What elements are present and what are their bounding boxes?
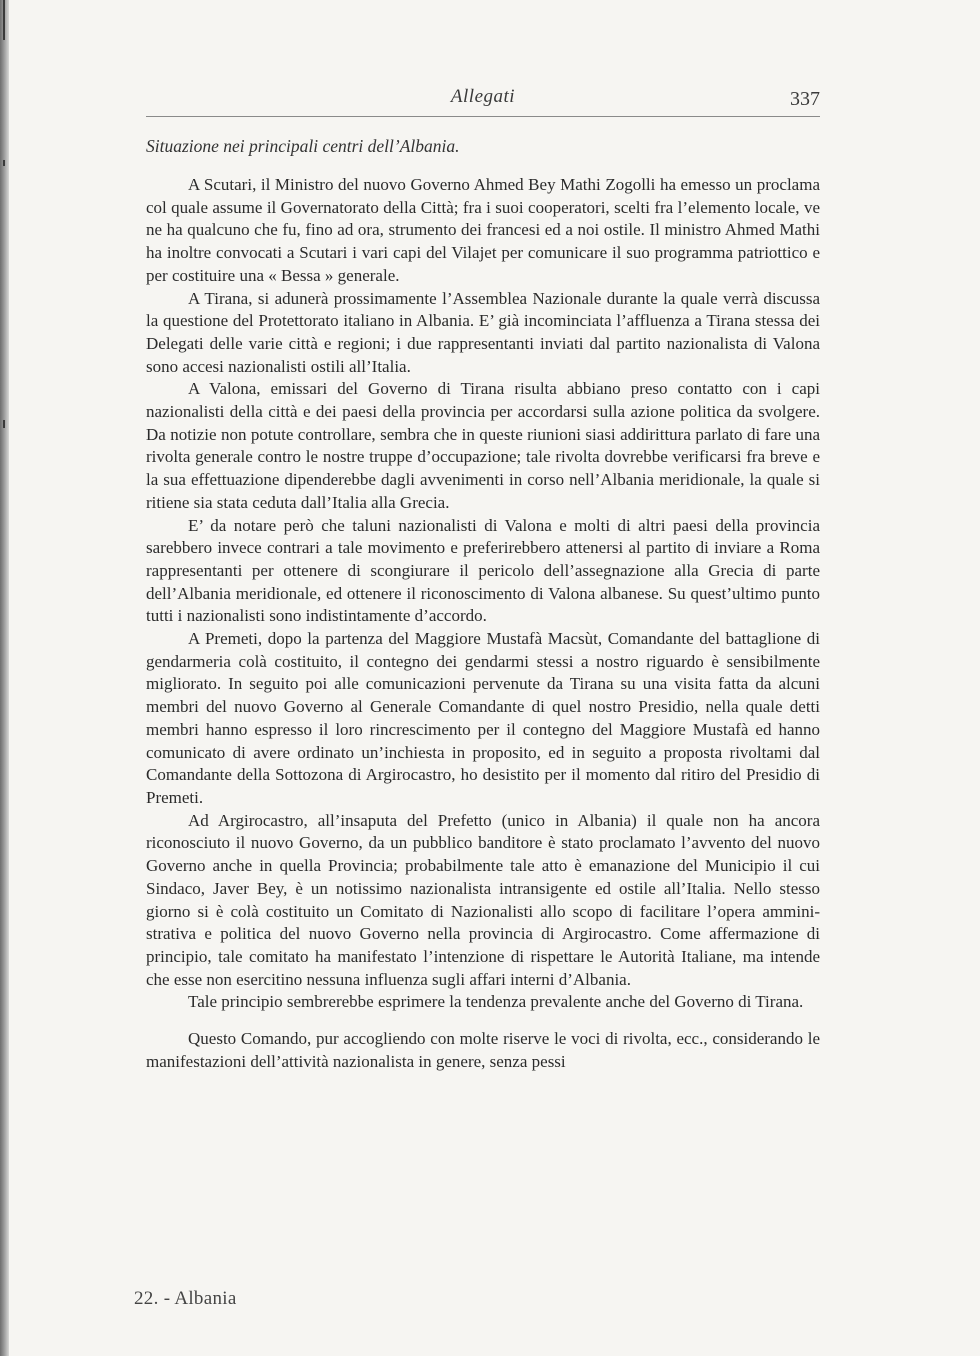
footer-signature: 22. - Albania xyxy=(134,1288,237,1309)
paragraph-valona-notes: E’ da notare però che taluni nazionalisti di Valona e molti di altri paesi della provincia sarebbero invece contrari a tale movimento e preferirebbero attenersi al partito di inviare a Roma rappresentanti per ottenere di scongiurare il pericolo dell’assegnazione alla Grecia di parte dell’Albania meridionale, ed ottenere il riconoscimento di Valona albanese. Su quest’ultimo punto tutti i nazionalisti sono indistintamente d’accordo. xyxy=(146,515,820,626)
paragraph-argirocastro: Ad Argirocastro, all’insaputa del Prefetto (unico in Albania) il quale non ha ancora riconosciuto il nuovo Governo, da un pubblico banditore è stato proclamato l’avvento del nuovo Governo anche in quella Provincia; probabilmente tale atto è emanazione del Municipio il cui Sindaco, Javer Bey, è un notissimo nazionalista intransigente ed ostile all’Italia. Nello stesso giorno si è colà costituito un Comitato di Nazionalisti allo scopo di facilitare l’opera amministrativa e politica del nuovo Governo nella provincia di Argirocastro. Come affermazione di principio, tale comitato ha manifestato l’intenzione di rispettare le Autorità Italiane, ma intende che esse non esercitino nessuna influenza sugli affari interni d’Albania. xyxy=(146,810,820,989)
paragraph-tirana: A Tirana, si adunerà prossimamente l’Assemblea Nazionale durante la quale verrà discussa la questione del Protettorato italiano in Albania. E’ già incominciata l’affluenza a Tirana stessa dei Delegati delle varie città e regioni; i due rappresentanti inviati dal partito nazionalista di Valona sono accesi nazionalisti ostili all’Italia. xyxy=(146,288,820,376)
section-heading: Situazione nei principali centri dell’Albania. xyxy=(146,136,460,156)
paragraph-principle: Tale principio sembrerebbe esprimere la tendenza prevalente anche del Governo di Tirana. xyxy=(188,992,804,1012)
page-number: 337 xyxy=(790,88,820,110)
scan-binding-mark xyxy=(3,0,5,40)
scan-binding-edge xyxy=(0,0,9,1356)
scan-binding-mark xyxy=(3,160,5,166)
paragraph-premeti: A Premeti, dopo la partenza del Maggiore Mustafà Macsùt, Comandante del battaglione di gendarmeria colà costituito, il contegno dei gendarmi stessi a nostro riguardo è sensibilmente migliorato. In seguito poi alle comunicazioni pervenute da Tirana su una visita fatta da alcuni membri del nuovo Governo al Generale Comandante di quel nostro Presidio, nella quale detti membri hanno espresso il loro rincrescimento per il contegno del Maggiore Mustafà ed hanno comunicato di avere ordinato un’inchiesta in proposito, ed in seguito a proposta rivoltami dal Comandante della Sottozona di Argirocastro, ho desistito per il momento dal ritiro del Presidio di Premeti. xyxy=(146,629,820,807)
body-text xyxy=(146,174,820,1073)
running-title: Allegati xyxy=(450,86,516,107)
running-header xyxy=(146,82,820,117)
scan-binding-mark xyxy=(3,420,5,428)
paragraph-valona: A Valona, emissari del Governo di Tirana risulta abbiano preso contatto con i capi nazionalisti della città e dei paesi della provincia per accordarsi sulla azione politica da svolgere. Da notizie non potute controllare, sembra che in queste riunioni siasi addirittura parlato di fare una rivolta generale contro le nostre truppe d’occupazione; tale rivolta dovrebbe verificarsi fra breve e la sua effettuazione dipenderebbe dagli avvenimenti in corso nell’Albania meridionale, la quale si ritiene sia stata ceduta dall’Italia alla Grecia. xyxy=(146,379,820,512)
paragraph-scutari: A Scutari, il Ministro del nuovo Governo Ahmed Bey Mathi Zogolli ha emesso un proclama col quale assume il Governatorato della Città; fra i suoi cooperatori, scelti fra l’elemento locale, ve ne ha qualcuno che fu, fino ad ora, strumento dei francesi ed a noi ostile. Il ministro Ahmed Mathi ha inoltre convocati a Scutari i vari capi del Vilajet per comunicare il suo programma patriottico e per costituire una « Bessa » generale. xyxy=(146,175,820,285)
paragraph-comando: Questo Comando, pur accogliendo con molte riserve le voci di rivolta, ecc., considerando le manifestazioni dell’attività nazionalista in genere, senza pessi xyxy=(146,1029,820,1071)
